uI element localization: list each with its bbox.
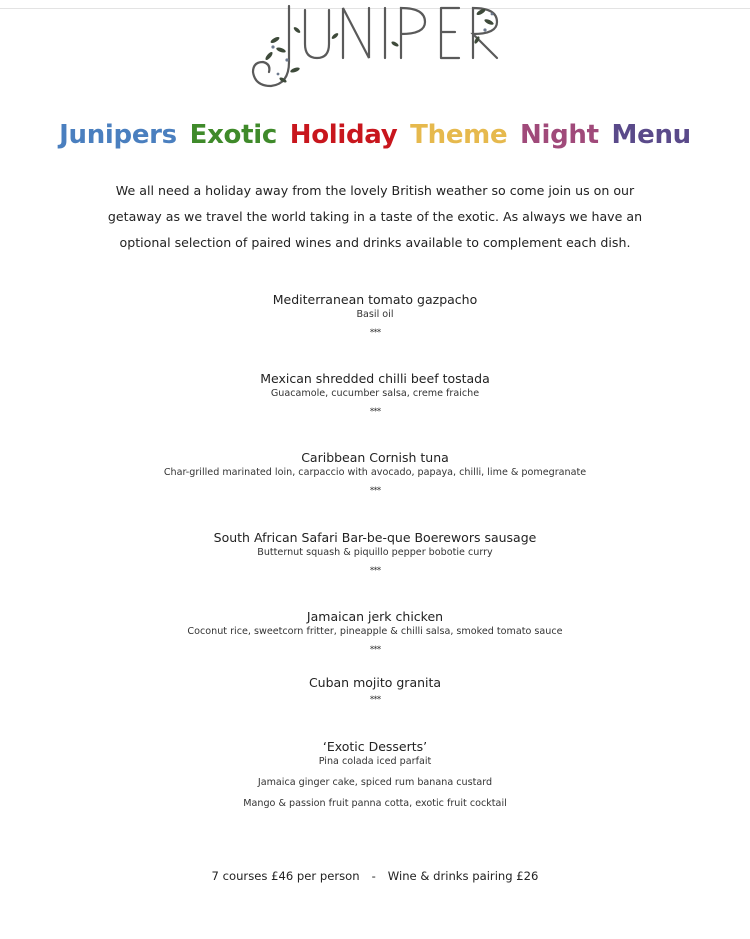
course-name: Cuban mojito granita <box>308 675 442 690</box>
title-word-night: Night <box>520 120 599 150</box>
course-name: Jamaican jerk chicken <box>306 609 444 624</box>
course-separator: *** <box>369 645 381 655</box>
course-4 <box>0 530 750 576</box>
course-description: Guacamole, cucumber salsa, creme fraiche <box>270 388 480 399</box>
dessert-item: Jamaica ginger cake, spiced rum banana custard <box>257 777 493 788</box>
course-name: Mexican shredded chilli beef tostada <box>260 371 490 386</box>
title-word-holiday: Holiday <box>289 120 398 150</box>
course-1 <box>0 292 750 338</box>
course-separator: *** <box>369 566 381 576</box>
course-description: Basil oil <box>356 309 394 320</box>
pricing-line <box>0 869 750 883</box>
course-name: Caribbean Cornish tuna <box>301 450 449 465</box>
course-separator: *** <box>369 486 381 496</box>
title-word-menu: Menu <box>611 120 691 150</box>
desserts-course <box>0 739 750 811</box>
course-3 <box>0 450 750 496</box>
title-word-theme: Theme <box>410 120 508 150</box>
title-word-junipers: Junipers <box>59 120 177 150</box>
course-description: Coconut rice, sweetcorn fritter, pineapple & chilli salsa, smoked tomato sauce <box>187 626 563 637</box>
course-name: Mediterranean tomato gazpacho <box>272 292 478 307</box>
course-name: South African Safari Bar-be-que Boerewors sausage <box>213 530 537 545</box>
pairing-price: Wine & drinks pairing £26 <box>387 869 539 883</box>
course-price: 7 courses £46 per person <box>211 869 360 883</box>
course-separator: *** <box>369 695 381 705</box>
page-title <box>0 120 750 150</box>
title-word-exotic: Exotic <box>189 120 277 150</box>
intro-paragraph: We all need a holiday away from the lovely British weather so come join us on our getaway as we travel the world taking in a taste of the exotic. As always we have an optional selection of paired wines and drinks available to complement each dish. <box>107 183 643 250</box>
course-6 <box>0 675 750 705</box>
juniper-logo <box>245 0 510 100</box>
course-2 <box>0 371 750 417</box>
dessert-item: Mango & passion fruit panna cotta, exotic fruit cocktail <box>243 798 507 809</box>
logo-graphic <box>245 0 510 100</box>
course-description: Char-grilled marinated loin, carpaccio with avocado, papaya, chilli, lime & pomegranate <box>163 467 587 478</box>
pricing-separator: - <box>371 869 376 883</box>
course-description: Butternut squash & piquillo pepper bobotie curry <box>257 547 493 558</box>
dessert-item: Pina colada iced parfait <box>318 756 432 767</box>
course-separator: *** <box>369 328 381 338</box>
course-5 <box>0 609 750 655</box>
desserts-heading: ‘Exotic Desserts’ <box>322 739 428 754</box>
course-separator: *** <box>369 407 381 417</box>
